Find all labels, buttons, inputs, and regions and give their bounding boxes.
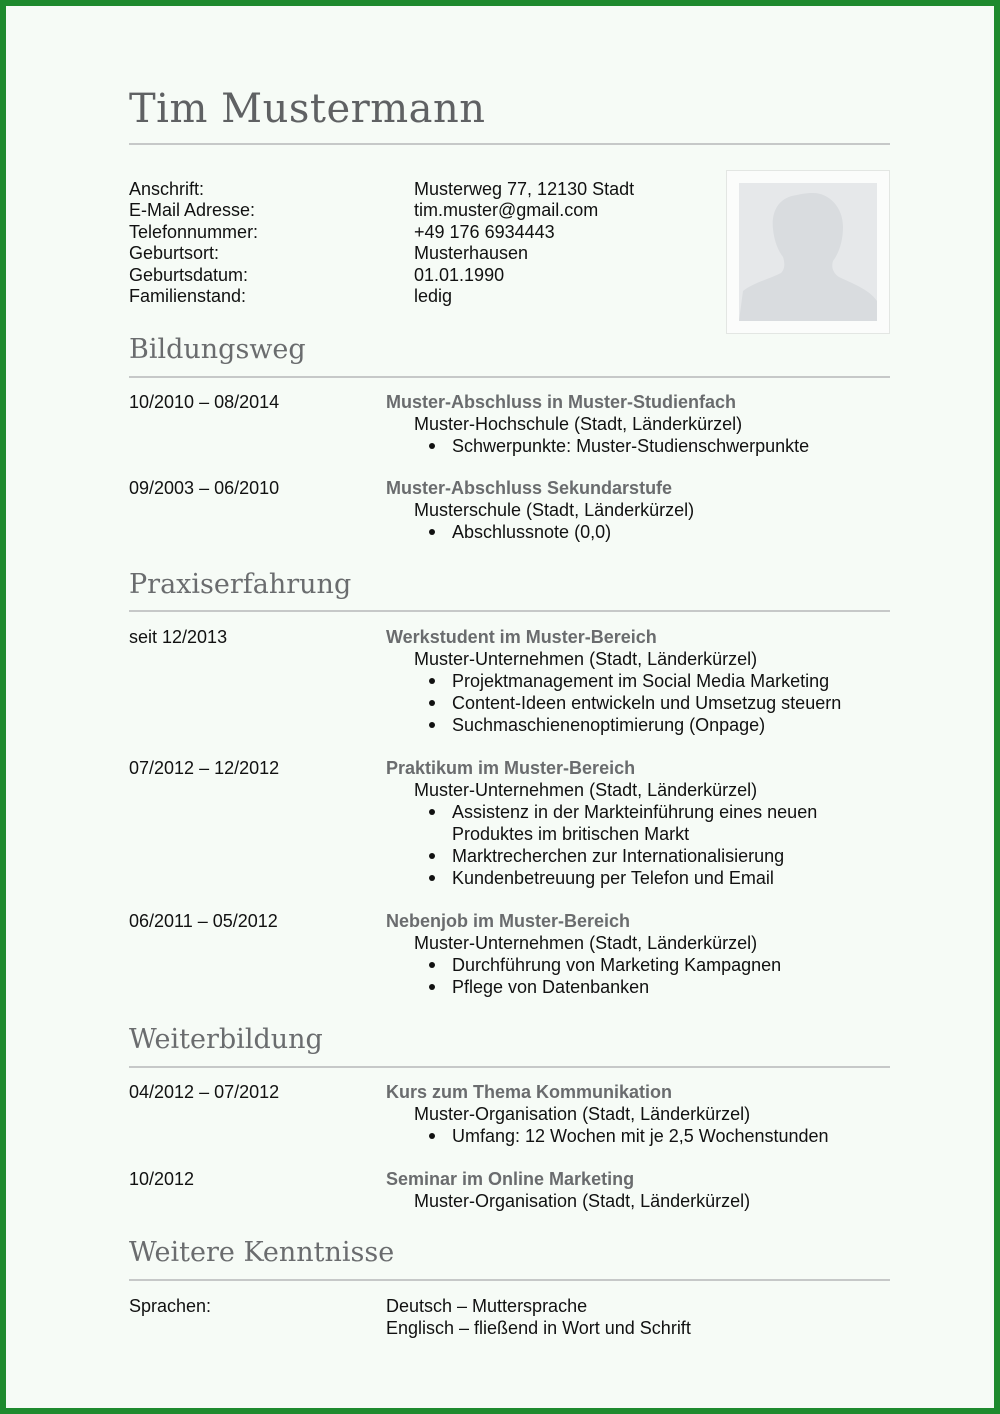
entry-subtitle: Musterschule (Stadt, Länderkürzel) xyxy=(414,500,695,520)
section-rule xyxy=(129,376,890,378)
email-label: E-Mail Adresse: xyxy=(129,200,256,221)
personal-row xyxy=(129,265,729,286)
entry-body xyxy=(386,757,886,889)
birthdate-label: Geburtsdatum: xyxy=(129,264,249,285)
entry-subtitle: Muster-Unternehmen (Stadt, Länderkürzel) xyxy=(414,933,758,953)
entry-date: 06/2011 – 05/2012 xyxy=(129,911,278,931)
section-rule xyxy=(129,610,890,612)
language-item: Deutsch – Muttersprache xyxy=(386,1296,588,1316)
languages-label: Sprachen: xyxy=(129,1296,212,1316)
personal-info xyxy=(129,179,729,307)
entry-subtitle: Muster-Unternehmen (Stadt, Länderkürzel) xyxy=(414,780,758,800)
entry-body xyxy=(386,477,886,543)
bullet-item: Marktrecherchen zur Internationalisierung xyxy=(386,845,886,867)
marital-status-label: Familienstand: xyxy=(129,286,247,307)
entry-body xyxy=(386,391,886,457)
bullet-item: Schwerpunkte: Muster-Studienschwerpunkte xyxy=(386,435,886,457)
personal-row xyxy=(129,179,729,200)
title-rule xyxy=(129,143,890,145)
bullet-item: Content-Ideen entwickeln und Umsetzug steuern xyxy=(386,692,886,714)
section-title-skills: Weitere Kenntnisse xyxy=(129,1237,395,1268)
section-rule xyxy=(129,1279,890,1281)
entry-subtitle: Muster-Hochschule (Stadt, Länderkürzel) xyxy=(414,414,743,434)
personal-row xyxy=(129,222,729,243)
profile-photo-frame xyxy=(726,170,890,334)
person-silhouette-icon xyxy=(739,183,877,321)
entry-date: 09/2003 – 06/2010 xyxy=(129,478,280,498)
entry-subtitle: Muster-Organisation (Stadt, Länderkürzel) xyxy=(414,1191,751,1211)
address-label: Anschrift: xyxy=(129,179,205,199)
section-title-experience: Praxiserfahrung xyxy=(129,569,352,600)
section-title-education: Bildungsweg xyxy=(129,334,306,365)
entry-bullets xyxy=(386,954,886,998)
address-value: Musterweg 77, 12130 Stadt xyxy=(414,179,635,199)
entry-date: 10/2010 – 08/2014 xyxy=(129,392,280,412)
bullet-item: Suchmaschienenoptimierung (Onpage) xyxy=(386,714,886,736)
bullet-item: Projektmanagement im Social Media Marketing xyxy=(386,670,886,692)
birthplace-label: Geburtsort: xyxy=(129,243,220,264)
email-value: tim.muster@gmail.com xyxy=(414,200,599,221)
entry-date: 10/2012 xyxy=(129,1169,195,1189)
section-title-training: Weiterbildung xyxy=(129,1024,323,1055)
entry-title: Muster-Abschluss Sekundarstufe xyxy=(386,478,673,498)
entry-subtitle: Muster-Unternehmen (Stadt, Länderkürzel) xyxy=(414,649,758,669)
marital-status-value: ledig xyxy=(414,286,453,307)
entry-title: Kurs zum Thema Kommunikation xyxy=(386,1082,673,1102)
entry-title: Muster-Abschluss in Muster-Studienfach xyxy=(386,392,737,412)
entry-date: seit 12/2013 xyxy=(129,627,228,647)
entry-title: Seminar im Online Marketing xyxy=(386,1169,635,1189)
entry-date: 07/2012 – 12/2012 xyxy=(129,758,280,778)
bullet-item: Durchführung von Marketing Kampagnen xyxy=(386,954,886,976)
birthplace-value: Musterhausen xyxy=(414,243,529,264)
bullet-item: Assistenz in der Markteinführung eines neuen xyxy=(386,801,886,823)
personal-row xyxy=(129,286,729,307)
entry-bullets xyxy=(386,801,886,889)
entry-bullets xyxy=(386,521,886,543)
birthdate-value: 01.01.1990 xyxy=(414,264,505,285)
entry-title: Nebenjob im Muster-Bereich xyxy=(386,911,631,931)
language-item: Englisch – fließend in Wort und Schrift xyxy=(386,1318,691,1338)
bullet-continuation: Produktes im britischen Markt xyxy=(452,824,690,844)
cv-name: Tim Mustermann xyxy=(129,86,486,132)
bullet-item: Pflege von Datenbanken xyxy=(386,976,886,998)
bullet-item: Abschlussnote (0,0) xyxy=(386,521,886,543)
entry-body xyxy=(386,1168,886,1212)
entry-subtitle: Muster-Organisation (Stadt, Länderkürzel) xyxy=(414,1104,751,1124)
personal-row xyxy=(129,200,729,221)
entry-bullets xyxy=(386,1125,886,1147)
entry-bullets xyxy=(386,670,886,736)
entry-bullets xyxy=(386,435,886,457)
phone-label: Telefonnummer: xyxy=(129,221,259,242)
entry-body xyxy=(386,910,886,998)
bullet-item: Umfang: 12 Wochen mit je 2,5 Wochenstunden xyxy=(386,1125,886,1147)
section-rule xyxy=(129,1066,890,1068)
personal-row xyxy=(129,243,729,264)
languages-list xyxy=(386,1295,886,1339)
entry-body xyxy=(386,626,886,736)
entry-title: Praktikum im Muster-Bereich xyxy=(386,758,636,778)
entry-body xyxy=(386,1081,886,1147)
entry-title: Werkstudent im Muster-Bereich xyxy=(386,627,657,647)
bullet-item: Kundenbetreuung per Telefon und Email xyxy=(386,867,886,889)
entry-date: 04/2012 – 07/2012 xyxy=(129,1082,280,1102)
phone-value: +49 176 6934443 xyxy=(414,221,555,242)
